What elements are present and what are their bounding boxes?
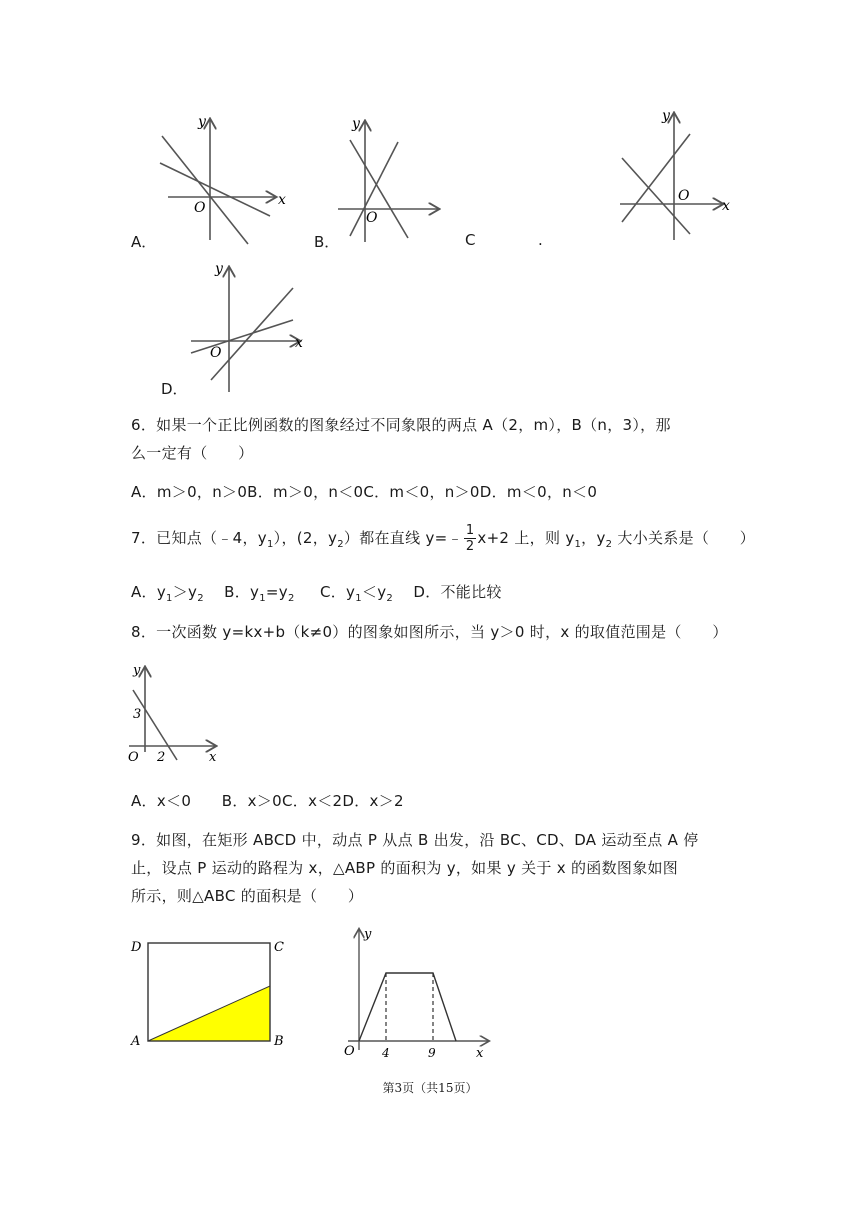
q8-stem: 8．一次函数 y=kx+b（k≠0）的图象如图所示，当 y＞0 时，x 的取值范围是（ ） xyxy=(131,623,728,641)
line-1 xyxy=(191,320,293,353)
graph-line xyxy=(133,690,177,760)
option-c-dot: . xyxy=(538,231,543,249)
x-label: x xyxy=(209,750,217,765)
tick-2-label: 2 xyxy=(157,750,166,765)
x-label: x xyxy=(295,335,303,351)
line-2 xyxy=(622,134,690,222)
vertex-c: C xyxy=(274,940,284,955)
q9-function-graph xyxy=(338,922,498,1062)
tick-4-label: 4 xyxy=(382,1046,390,1060)
origin-label: O xyxy=(194,200,206,216)
graph-a xyxy=(150,108,290,248)
q9-line-1: 9．如图，在矩形 ABCD 中，动点 P 从点 B 出发，沿 BC、CD、DA 运动至点 A 停 xyxy=(131,831,699,849)
trapezoid-graph xyxy=(359,973,456,1041)
line-2 xyxy=(162,136,248,244)
q7-option-c: C．$y_1<y_2$ xyxy=(319,583,394,604)
q9-line-3: 所示，则△ABC 的面积是（ ） xyxy=(131,887,364,905)
origin-label: O xyxy=(210,345,222,361)
option-d-label: D． xyxy=(161,380,188,398)
option-a-label: A． xyxy=(131,233,157,251)
fraction-one-half: $\frac{1}{2}$ xyxy=(465,523,475,554)
rectangle-abcd-figure xyxy=(128,935,298,1050)
option-c-label: C xyxy=(465,231,476,249)
q7-stem: 7．已知点（﹣4，$y_1$），(2，$y_2$）都在直线 y=﹣ $\frac{1}{2}$ x+2 上，则 $y_1$，$y_2$ 大小关系是（ ） xyxy=(131,523,756,554)
y-label: y xyxy=(133,663,141,678)
origin-label: O xyxy=(366,210,378,226)
graph-d xyxy=(185,258,315,398)
q7-option-d: D．不能比较 xyxy=(413,583,502,601)
y-label: y xyxy=(364,927,372,942)
q6-line-1: 6．如果一个正比例函数的图象经过不同象限的两点 A（2，m），B（n，3），那 xyxy=(131,416,671,434)
q8-options: A．x＜0 B．x＞0C．x＜2D．x＞2 xyxy=(131,792,404,810)
q7-options xyxy=(131,581,502,604)
q8-graph xyxy=(125,660,225,770)
q6-options: A．m＞0，n＞0B．m＞0，n＜0C．m＜0，n＞0D．m＜0，n＜0 xyxy=(131,483,598,501)
line-1 xyxy=(350,140,408,238)
q7-option-b: B．$y_1=y_2$ xyxy=(224,583,295,604)
origin-label: O xyxy=(678,188,690,204)
tick-9-label: 9 xyxy=(428,1046,436,1060)
vertex-d: D xyxy=(131,940,142,955)
x-label: x xyxy=(476,1046,484,1061)
graph-c xyxy=(610,104,740,244)
line-1 xyxy=(160,163,270,216)
line-2 xyxy=(211,288,293,380)
triangle-abp-fill xyxy=(148,986,270,1041)
y-label: y xyxy=(215,261,223,277)
origin-label: O xyxy=(344,1044,355,1059)
x-label: x xyxy=(278,192,286,208)
q9-line-2: 止，设点 P 运动的路程为 x，△ABP 的面积为 y，如果 y 关于 x 的函数图象如图 xyxy=(131,859,679,877)
vertex-a: A xyxy=(131,1034,141,1049)
origin-label: O xyxy=(128,750,139,765)
y-label: y xyxy=(198,114,206,130)
graph-b xyxy=(330,110,450,250)
q7-option-a: A．$y_1>y_2$ xyxy=(131,583,204,604)
y-label: y xyxy=(352,116,360,132)
option-b-label: B． xyxy=(314,233,340,251)
page-footer: 第3页（共15页） xyxy=(382,1081,478,1095)
tick-3-label: 3 xyxy=(133,707,142,722)
y-label: y xyxy=(662,108,670,124)
x-label: x xyxy=(722,198,730,214)
vertex-b: B xyxy=(274,1034,284,1049)
q6-line-2: 么一定有（ ） xyxy=(131,444,254,462)
